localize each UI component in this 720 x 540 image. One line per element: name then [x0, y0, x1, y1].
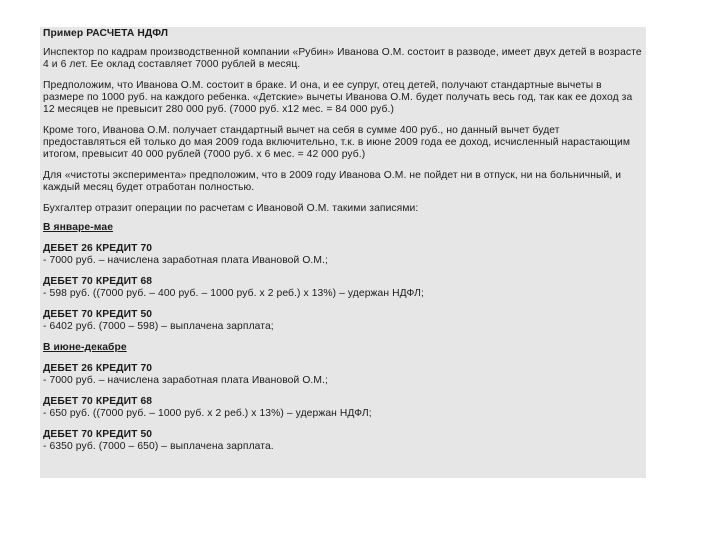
entry-account: ДЕБЕТ 26 КРЕДИТ 70 [43, 363, 153, 374]
entry-description: - 6402 руб. (7000 – 598) – выплачена зарплата; [43, 321, 274, 332]
paragraph-intro: Инспектор по кадрам производственной компании «Рубин» Иванова О.М. состоит в разводе, имеет двух детей в возрасте 4 и 6 лет. Ее оклад составляет 7000 рублей в месяц. [43, 47, 642, 70]
paragraph-child-deductions: Предположим, что Иванова О.М. состоит в браке. И она, и ее супруг, отец детей, получают стандартные вычеты в размере по 1000 руб. на каждого ребенка. «Детские» вычеты Иванова О.М. будет получать весь год, так как ее доход за 12 месяцев не превысит 280 000 руб. (7000 руб. x12 мес. = 84 000 руб.) [43, 80, 633, 115]
entry-description: - 6350 руб. (7000 – 650) – выплачена зарплата. [43, 441, 274, 452]
section-heading-jan-may: В январе-мае [43, 222, 114, 233]
entry-description: - 7000 руб. – начислена заработная плата Ивановой О.М.; [43, 375, 328, 386]
paragraph-personal-deduction: Кроме того, Иванова О.М. получает стандартный вычет на себя в сумме 400 руб., но данный вычет будет предоставляться ей только до мая 2009 года включительно, т.к. в июне 2009 года ее доход, исчисленный нарастающим итогом, превысит 40 000 рублей (7000 руб. х 6 мес. = 42 000 руб.) [43, 125, 631, 160]
entry-account: ДЕБЕТ 26 КРЕДИТ 70 [43, 243, 153, 254]
slide-panel [40, 27, 646, 478]
entry-description: - 7000 руб. – начислена заработная плата Ивановой О.М.; [43, 255, 328, 266]
entry-account: ДЕБЕТ 70 КРЕДИТ 50 [43, 309, 153, 320]
paragraph-experiment: Для «чистоты эксперимента» предположим, что в 2009 году Иванова О.М. не пойдет ни в отпуск, ни на больничный, и каждый месяц будет отработан полностью. [43, 170, 622, 193]
entry-account: ДЕБЕТ 70 КРЕДИТ 50 [43, 429, 153, 440]
entry-description: - 650 руб. ((7000 руб. – 1000 руб. х 2 реб.) х 13%) – удержан НДФЛ; [43, 408, 372, 419]
document-body [43, 27, 642, 453]
entry-description: - 598 руб. ((7000 руб. – 400 руб. – 1000 руб. х 2 реб.) х 13%) – удержан НДФЛ; [43, 288, 424, 299]
entry-account: ДЕБЕТ 70 КРЕДИТ 68 [43, 396, 153, 407]
section-heading-jun-dec: В июне-декабре [43, 342, 127, 353]
entry-account: ДЕБЕТ 70 КРЕДИТ 68 [43, 276, 153, 287]
page-title: Пример РАСЧЕТА НДФЛ [43, 28, 169, 39]
paragraph-records-intro: Бухгалтер отразит операции по расчетам с Ивановой О.М. такими записями: [43, 203, 419, 214]
